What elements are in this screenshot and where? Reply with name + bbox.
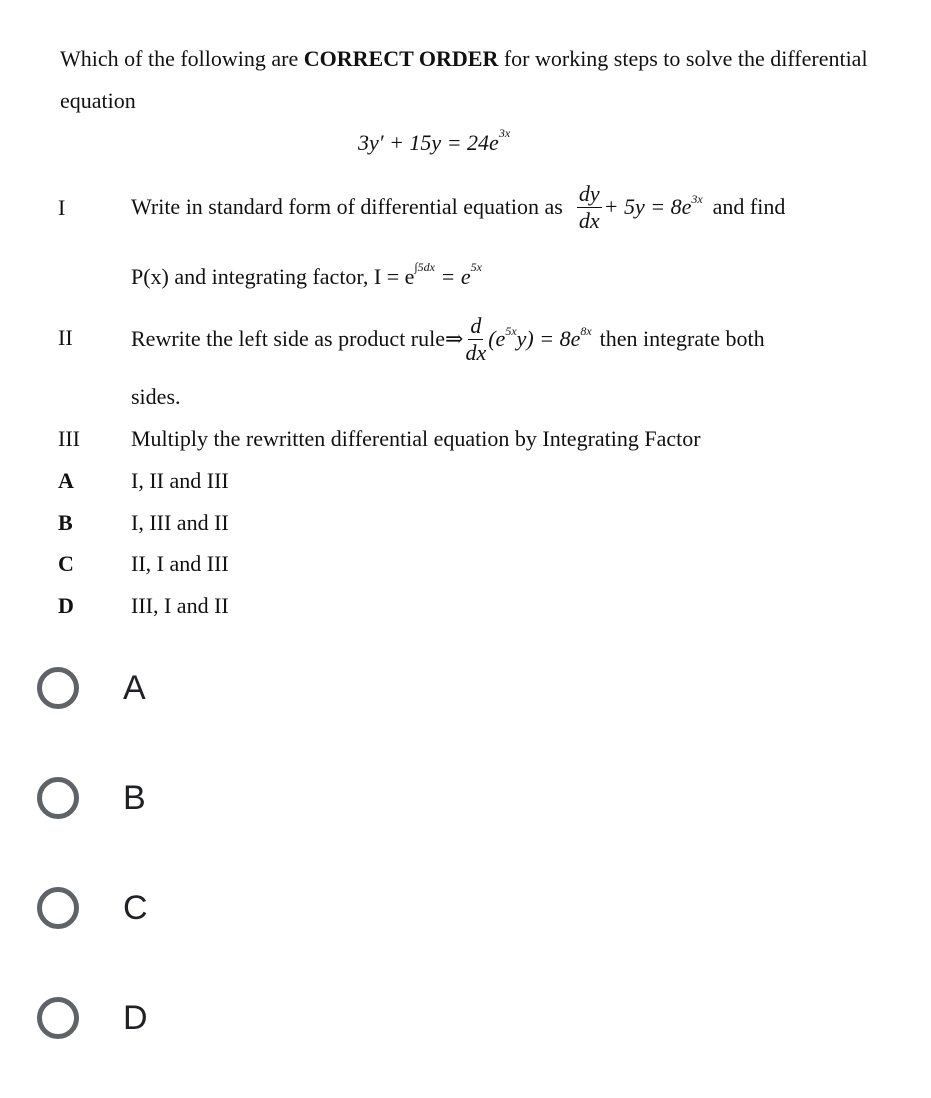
radio-button-icon[interactable] — [37, 667, 79, 709]
option-letter: C — [58, 551, 74, 576]
radio-button-icon[interactable] — [37, 887, 79, 929]
step-i-integral-exponent: ∫5dx — [414, 260, 435, 274]
step-ii-text-c: y) = 8e — [516, 326, 581, 351]
equation-main: 3y′ + 15y = 24e — [358, 130, 499, 155]
choice-label[interactable]: B — [123, 778, 146, 817]
choice-label[interactable]: D — [123, 998, 148, 1037]
step-i-line1 — [131, 178, 785, 236]
step-i-fraction — [577, 180, 602, 233]
step-numeral: I — [58, 195, 66, 220]
step-ii-line2: sides. — [131, 384, 181, 409]
step-i-text-b: + 5y = 8e — [603, 194, 692, 219]
question-prefix: Which of the following are — [60, 46, 304, 71]
question-text — [60, 38, 880, 122]
step-i-line2-b: = e — [440, 264, 471, 289]
option-text: II, I and III — [131, 551, 229, 576]
fraction-numerator: d — [470, 312, 482, 338]
step-ii-fraction — [465, 312, 487, 365]
step-iii-text: Multiply the rewritten differential equation by Integrating Factor — [131, 426, 701, 451]
step-i-line2-exponent: 5x — [470, 260, 482, 274]
option-text: I, II and III — [131, 468, 229, 493]
step-ii-text-d: then integrate both — [599, 326, 765, 351]
step-ii-exponent-b: 8x — [580, 323, 592, 338]
radio-button-icon[interactable] — [37, 997, 79, 1039]
choice-b[interactable] — [37, 777, 146, 819]
step-i-exponent: 3x — [691, 191, 703, 206]
equation — [358, 126, 511, 156]
step-i-text-c: and find — [712, 194, 786, 219]
step-i-line2-a: P(x) and integrating factor, I = e — [131, 264, 415, 289]
choice-label[interactable]: A — [123, 668, 146, 707]
step-i-text-a: Write in standard form of differential equation as — [131, 194, 563, 219]
step-numeral: III — [58, 426, 80, 451]
question-bold: CORRECT ORDER — [303, 46, 499, 71]
question-suffix: for working steps to solve the differential equation — [60, 46, 868, 113]
option-letter: A — [58, 468, 74, 493]
choice-a[interactable] — [37, 667, 146, 709]
option-letter: D — [58, 593, 74, 618]
step-ii-line1 — [131, 310, 765, 368]
step-ii-text-a: Rewrite the left side as product rule⇒ — [131, 326, 464, 351]
choice-c[interactable] — [37, 887, 148, 929]
option-text: I, III and II — [131, 510, 229, 535]
choice-label[interactable]: C — [123, 888, 148, 927]
equation-exponent: 3x — [498, 126, 511, 140]
fraction-denominator: dx — [578, 207, 600, 233]
fraction-numerator: dy — [578, 180, 600, 206]
choice-d[interactable] — [37, 997, 148, 1039]
option-text: III, I and II — [131, 593, 229, 618]
step-numeral: II — [58, 325, 73, 350]
step-ii-exponent-a: 5x — [505, 323, 517, 338]
option-letter: B — [58, 510, 73, 535]
radio-button-icon[interactable] — [37, 777, 79, 819]
fraction-denominator: dx — [465, 339, 487, 365]
step-i-line2 — [131, 260, 482, 290]
step-ii-text-b: (e — [488, 326, 506, 351]
